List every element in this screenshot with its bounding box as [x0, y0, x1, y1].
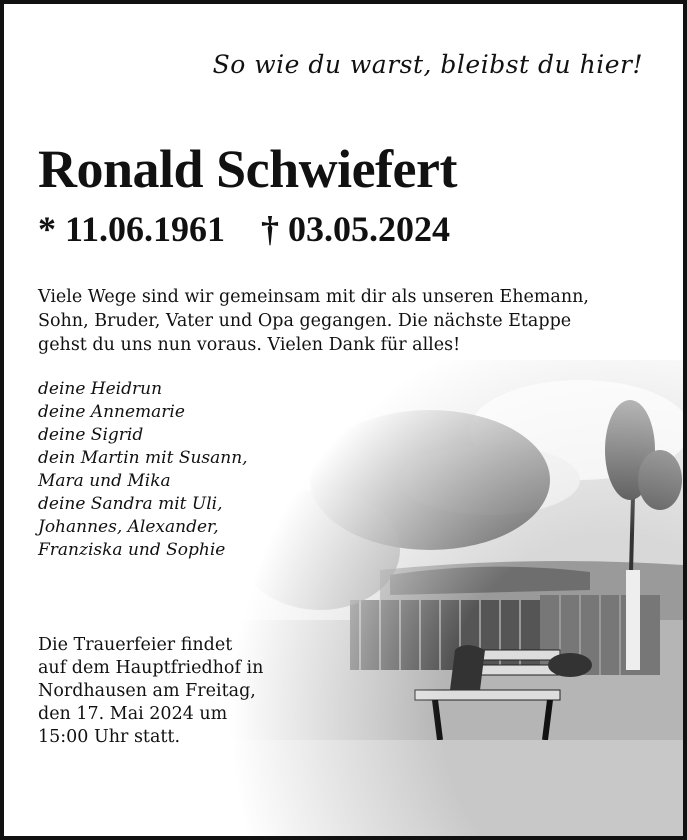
mourner: deine Sigrid: [38, 425, 144, 445]
deceased-name: Ronald Schwiefert: [38, 139, 457, 199]
mourners-list: [38, 378, 248, 562]
death-date: † 03.05.2024: [261, 209, 451, 249]
message-line: Sohn, Bruder, Vater und Opa gegangen. Die nächste Etappe: [38, 311, 572, 331]
mourner: Franziska und Sophie: [38, 540, 226, 560]
message-line: Viele Wege sind wir gemeinsam mit dir als unseren Ehemann,: [38, 287, 589, 307]
mourner: dein Martin mit Susann,: [38, 448, 248, 468]
motto: So wie du warst, bleibst du hier!: [212, 50, 643, 79]
funeral-line: 15:00 Uhr statt.: [38, 727, 181, 747]
birth-date: * 11.06.1961: [38, 209, 226, 249]
landscape-bench-photo: [230, 360, 683, 836]
mourner: Johannes, Alexander,: [38, 517, 219, 537]
mourner: deine Annemarie: [38, 402, 185, 422]
funeral-line: den 17. Mai 2024 um: [38, 704, 228, 724]
mourner: deine Heidrun: [38, 379, 163, 399]
farewell-message: [38, 285, 589, 357]
mourner: Mara und Mika: [38, 471, 171, 491]
funeral-info: [38, 634, 263, 749]
funeral-line: auf dem Hauptfriedhof in: [38, 658, 264, 678]
funeral-line: Nordhausen am Freitag,: [38, 681, 256, 701]
mourner: deine Sandra mit Uli,: [38, 494, 223, 514]
funeral-line: Die Trauerfeier findet: [38, 635, 233, 655]
message-line: gehst du uns nun voraus. Vielen Dank für alles!: [38, 335, 461, 355]
life-dates: [38, 208, 486, 250]
